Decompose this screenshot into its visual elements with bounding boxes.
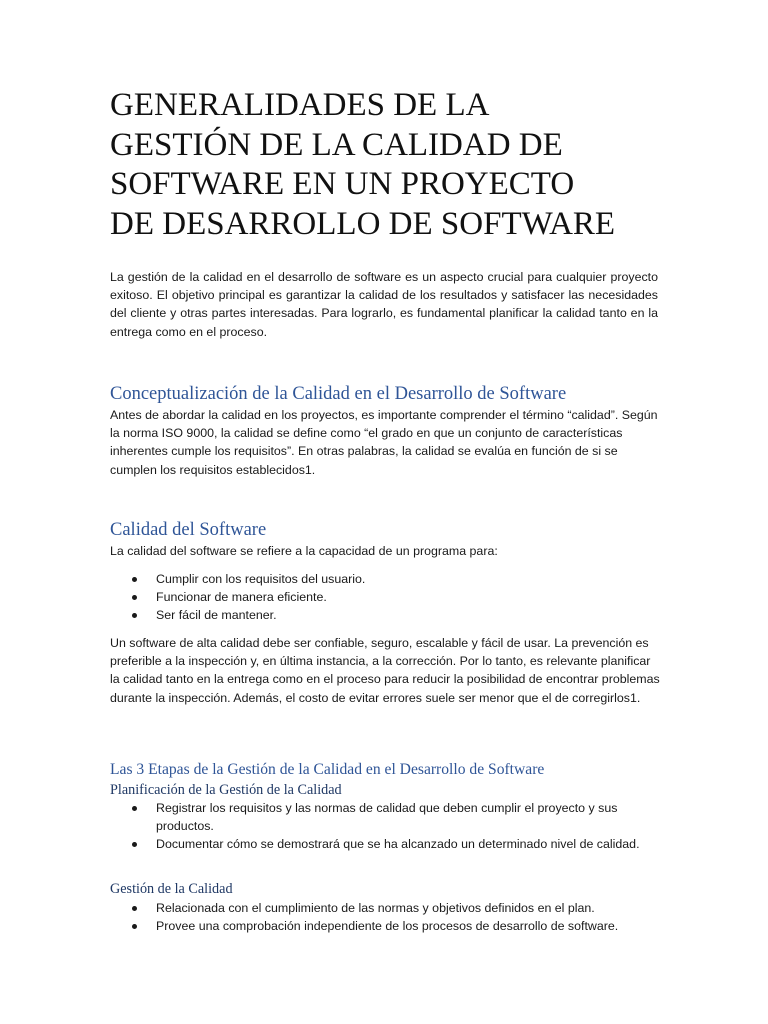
section-heading-conceptualizacion: Conceptualización de la Calidad en el Desarrollo de Software	[110, 384, 567, 404]
document-title	[110, 86, 670, 244]
conceptualizacion-paragraph: Antes de abordar la calidad en los proyectos, es importante comprender el término “calidad”. Según la norma ISO 9000, la calidad se define como “el grado en que un conjunto de características inherentes cumple los requisitos”. En otras palabras, la calidad se evalúa en función de si se cumplen los requisitos establecidos1.	[110, 408, 658, 477]
planificacion-list	[110, 799, 650, 854]
gestion-list	[110, 899, 658, 935]
section-heading-etapas: Las 3 Etapas de la Gestión de la Calidad en el Desarrollo de Software	[110, 761, 545, 778]
calidad-software-intro: La calidad del software se refiere a la capacidad de un programa para:	[110, 544, 498, 558]
calidad-software-paragraph: Un software de alta calidad debe ser confiable, seguro, escalable y fácil de usar. La prevención es preferible a la inspección y, en última instancia, a la corrección. Por lo tanto, es relevante planificar la calidad tanto en la entrega como en el proceso para reducir la posibilidad de encontrar problemas durante la inspección. Además, el costo de evitar errores suele ser menor que el de corregirlos1.	[110, 636, 660, 705]
list-item: Registrar los requisitos y las normas de calidad que deben cumplir el proyecto y sus productos.	[110, 799, 650, 835]
section-heading-calidad-software: Calidad del Software	[110, 520, 267, 540]
list-item: Funcionar de manera eficiente.	[110, 588, 658, 606]
bullet-icon	[132, 906, 137, 911]
list-item: Ser fácil de mantener.	[110, 606, 658, 624]
calidad-software-list	[110, 570, 658, 625]
list-item: Relacionada con el cumplimiento de las normas y objetivos definidos en el plan.	[110, 899, 658, 917]
bullet-icon	[132, 613, 137, 618]
bullet-icon	[132, 924, 137, 929]
bullet-icon	[132, 842, 137, 847]
title-line: GENERALIDADES DE LA	[110, 87, 490, 123]
bullet-icon	[132, 595, 137, 600]
title-line: SOFTWARE EN UN PROYECTO	[110, 166, 575, 202]
list-item: Cumplir con los requisitos del usuario.	[110, 570, 658, 588]
subheading-gestion: Gestión de la Calidad	[110, 881, 233, 897]
bullet-icon	[132, 577, 137, 582]
title-line: DE DESARROLLO DE SOFTWARE	[110, 205, 616, 242]
list-item: Documentar cómo se demostrará que se ha alcanzado un determinado nivel de calidad.	[110, 835, 650, 853]
title-line: GESTIÓN DE LA CALIDAD DE	[110, 126, 563, 163]
intro-paragraph: La gestión de la calidad en el desarrollo de software es un aspecto crucial para cualquier proyecto exitoso. El objetivo principal es garantizar la calidad de los resultados y satisfacer las necesidades del cliente y otras partes interesadas. Para lograrlo, es fundamental planificar la calidad tanto en la entrega como en el proceso.	[110, 270, 658, 339]
bullet-icon	[132, 806, 137, 811]
list-item: Provee una comprobación independiente de los procesos de desarrollo de software.	[110, 917, 658, 935]
subheading-planificacion: Planificación de la Gestión de la Calidad	[110, 782, 342, 798]
